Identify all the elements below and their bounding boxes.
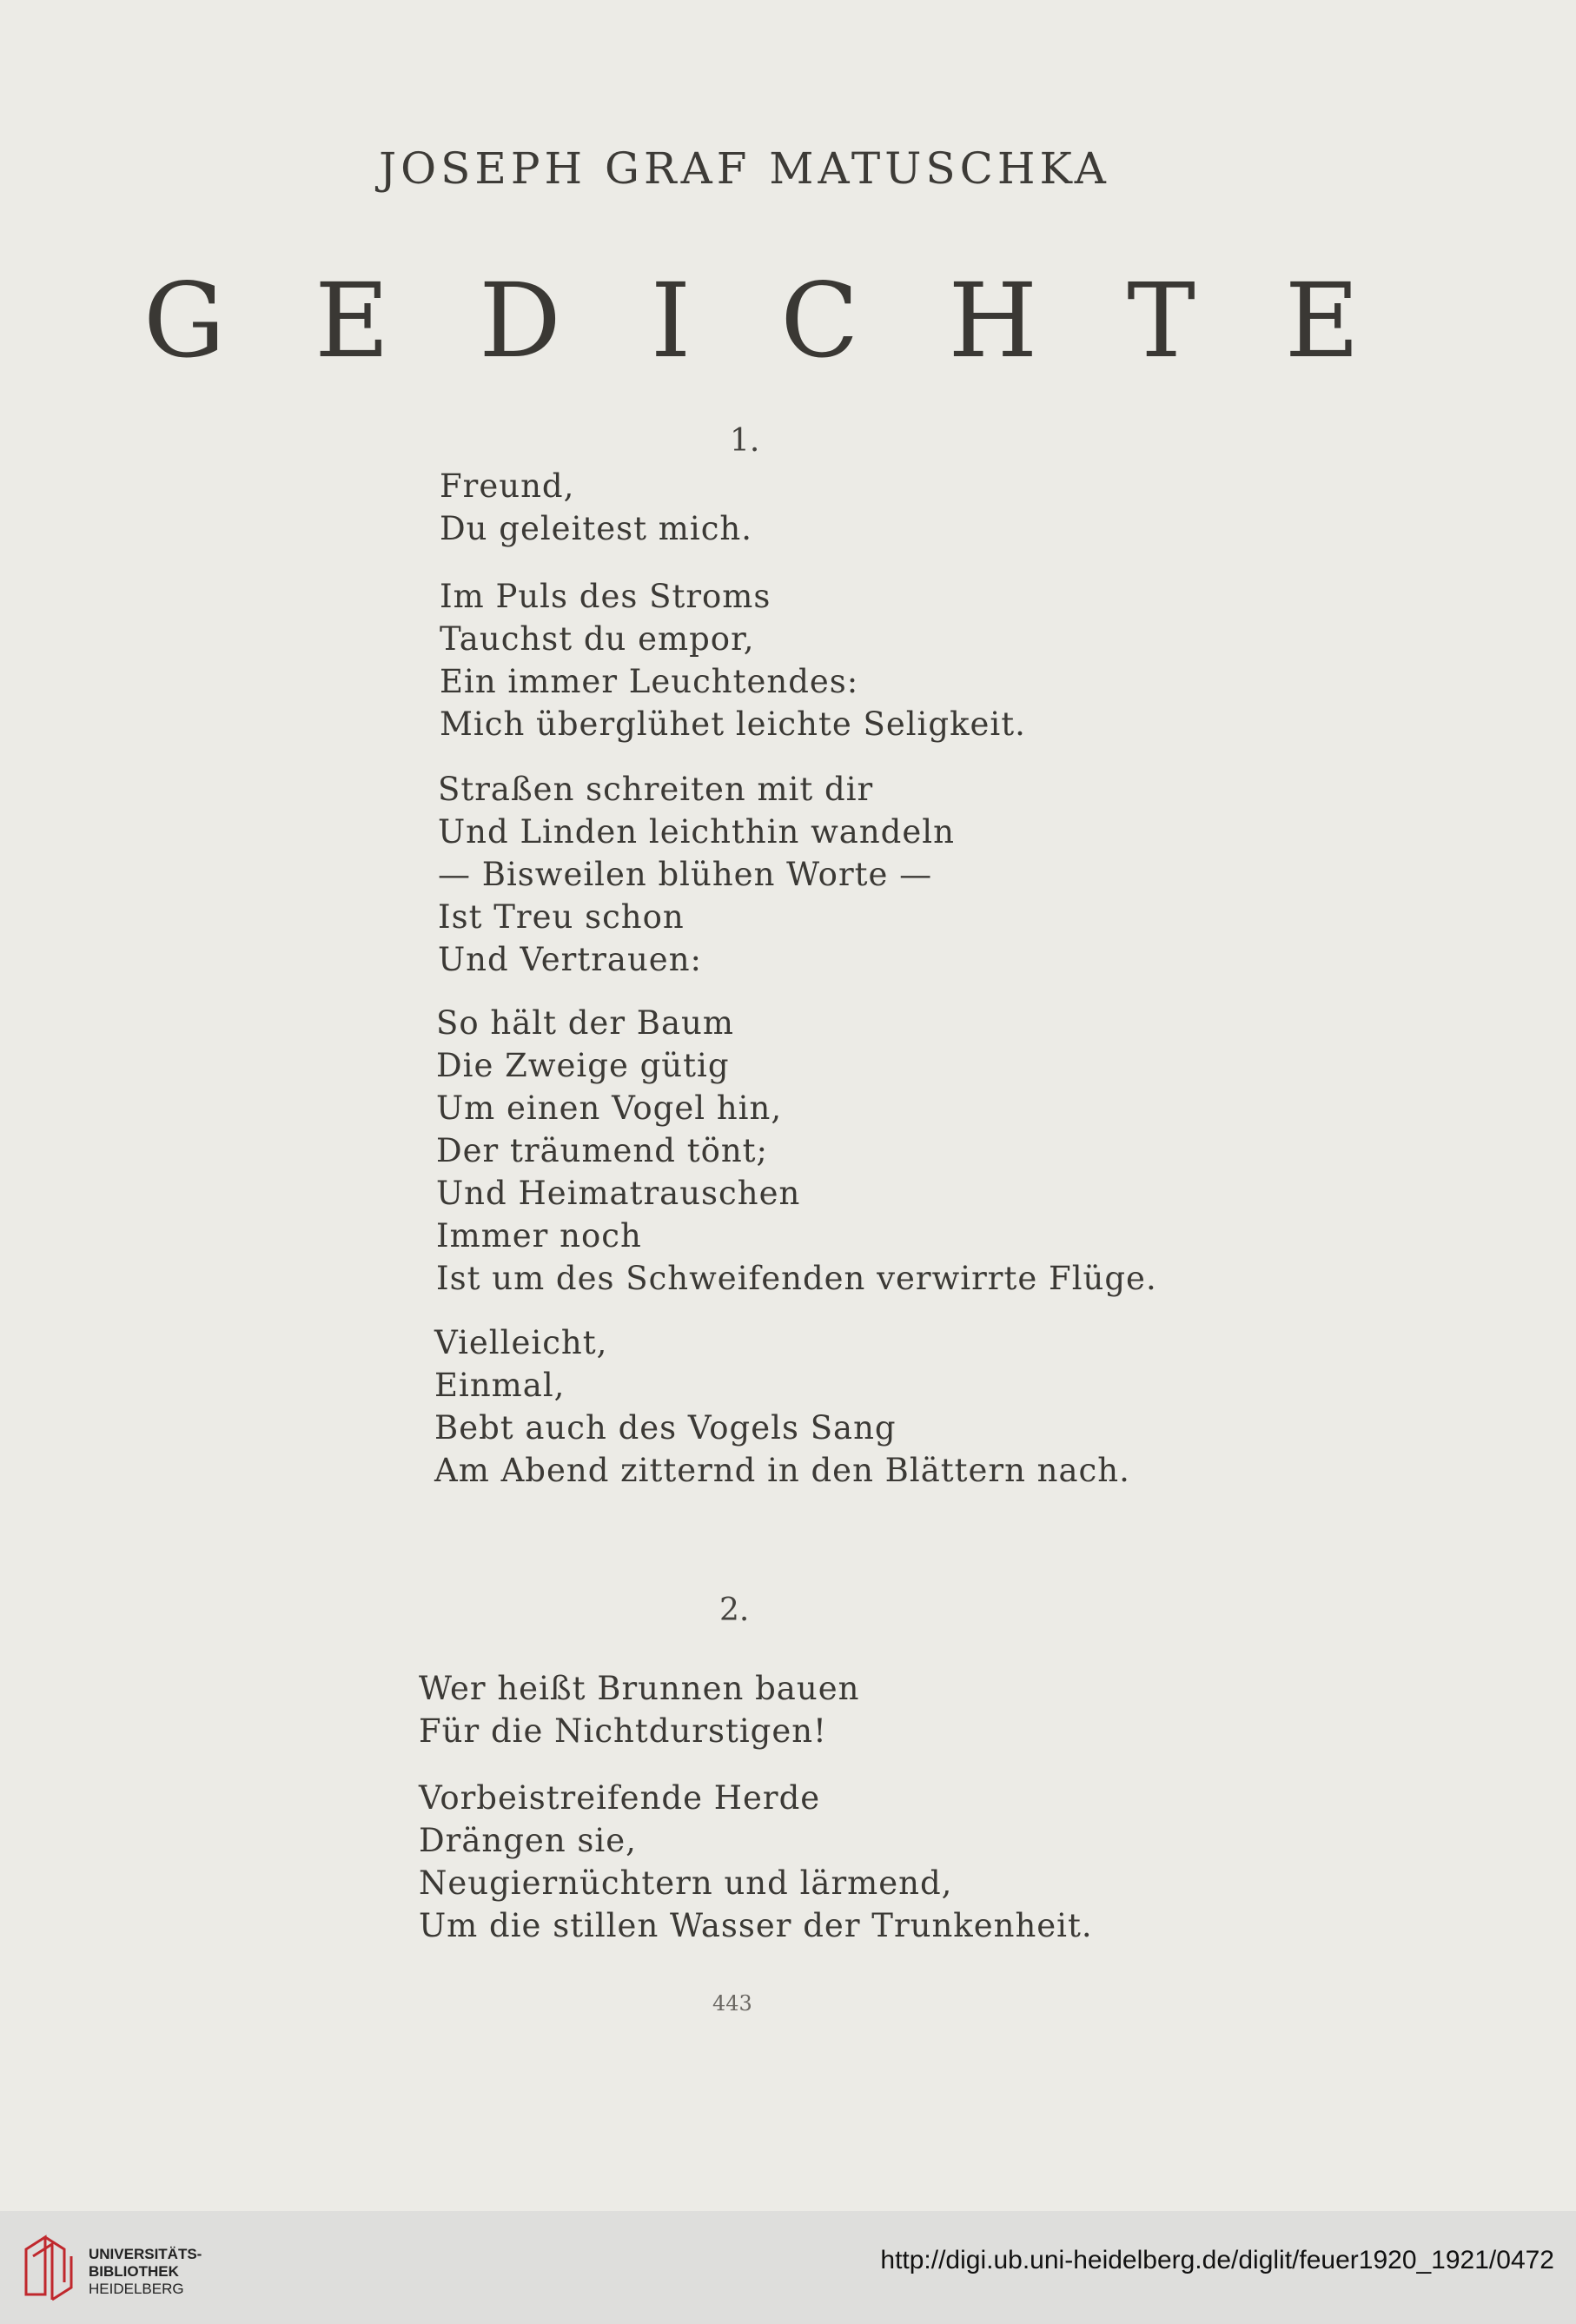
poem-line: Vielleicht,: [434, 1324, 608, 1361]
digitization-footer: [0, 2211, 1576, 2324]
poem-line: Straßen schreiten mit dir: [438, 771, 874, 808]
poem-line: Ist Treu schon: [438, 898, 685, 936]
poem1-stanza-3: [438, 768, 955, 981]
poem-line: Für die Nichtdurstigen!: [419, 1712, 827, 1750]
poem-line: Drängen sie,: [419, 1822, 637, 1859]
poem1-stanza-1: [440, 465, 752, 550]
poem2-stanza-1: [419, 1667, 859, 1752]
poem-line: Mich überglühet leichte Seligkeit.: [440, 705, 1026, 743]
library-name-line: UNIVERSITÄTS-: [89, 2246, 202, 2262]
poem-line: Und Heimatrauschen: [436, 1175, 801, 1212]
poem-line: Bebt auch des Vogels Sang: [434, 1409, 897, 1447]
poem-line: Um die stillen Wasser der Trunkenheit.: [419, 1907, 1093, 1944]
library-name-line: HEIDELBERG: [89, 2281, 184, 2297]
title-letter: E: [315, 261, 390, 381]
page-number: 443: [712, 1991, 752, 2016]
poem-number-2: 2.: [719, 1592, 750, 1628]
title-gedichte: [143, 261, 1360, 381]
title-letter: D: [479, 261, 561, 381]
poem-line: Tauchst du empor,: [440, 620, 755, 658]
poem2-stanza-2: [419, 1777, 1093, 1947]
poem-line: Neugiernüchtern und lärmend,: [419, 1864, 953, 1902]
poem1-stanza-4: [436, 1002, 1157, 1300]
author-heading: JOSEPH GRAF MATUSCHKA: [379, 143, 1110, 194]
poem1-stanza-2: [440, 575, 1026, 745]
poem-line: Du geleitest mich.: [440, 510, 753, 547]
poem-line: Im Puls des Stroms: [440, 578, 771, 615]
title-letter: T: [1127, 261, 1195, 381]
poem-line: Freund,: [440, 467, 575, 505]
poem-line: Und Linden leichthin wandeln: [438, 813, 955, 851]
poem-number-1: 1.: [730, 423, 760, 459]
title-letter: I: [650, 261, 692, 381]
poem-line: Einmal,: [434, 1367, 566, 1404]
poem-line: Der träumend tönt;: [436, 1132, 769, 1169]
poem-line: Am Abend zitternd in den Blättern nach.: [434, 1452, 1130, 1489]
poem-line: Um einen Vogel hin,: [436, 1089, 783, 1127]
poem-line: Und Vertrauen:: [438, 941, 703, 978]
library-name-line: BIBLIOTHEK: [89, 2263, 179, 2280]
library-name: [89, 2246, 202, 2298]
poem-line: Ist um des Schweifenden verwirrte Flüge.: [436, 1260, 1157, 1297]
title-letter: C: [780, 261, 859, 381]
poem-line: Die Zweige gütig: [436, 1047, 730, 1084]
poem1-stanza-5: [434, 1321, 1130, 1492]
title-letter: G: [143, 261, 226, 381]
poem-line: So hält der Baum: [436, 1004, 734, 1042]
poem-line: Vorbeistreifende Herde: [419, 1779, 821, 1817]
university-library-logo-icon: [19, 2230, 80, 2301]
poem-line: Wer heißt Brunnen bauen: [419, 1670, 860, 1707]
poem-line: Immer noch: [436, 1217, 642, 1255]
title-letter: H: [948, 261, 1038, 381]
poem-line: Ein immer Leuchtendes:: [440, 663, 859, 700]
title-letter: E: [1284, 261, 1360, 381]
source-url-link[interactable]: http://digi.ub.uni-heidelberg.de/diglit/feuer1920_1921/0472: [880, 2246, 1554, 2274]
poem-line: — Bisweilen blühen Worte —: [438, 856, 933, 893]
